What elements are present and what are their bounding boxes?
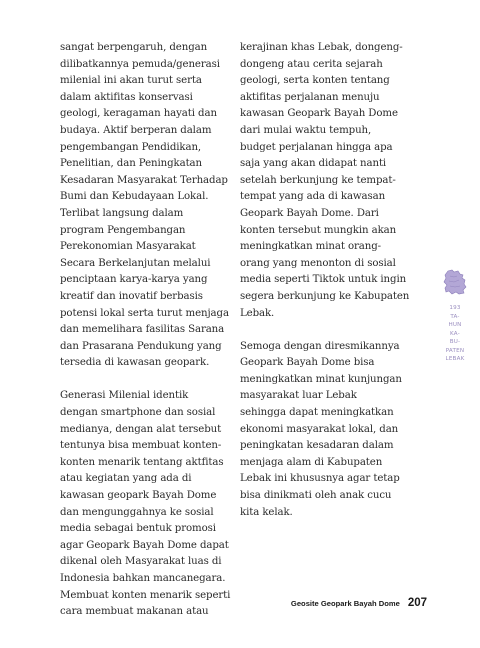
text-line: Lebak. (240, 307, 275, 319)
text-line: Perekonomian Masyarakat (60, 241, 196, 253)
text-line: penciptaan karya-karya yang (60, 274, 208, 286)
text-line: sehingga dapat meningkatkan (240, 407, 394, 419)
text-line: kerajinan khas Lebak, dongeng- (240, 42, 403, 53)
footer-title: Geosite Geopark Bayah Dome (290, 599, 400, 608)
text-line: Terlibat langsung dalam (60, 207, 184, 219)
text-line: KA- (450, 330, 460, 337)
paragraph (60, 388, 236, 620)
text-line: kawasan geopark Bayah Dome (60, 490, 217, 502)
text-line: atau kegiatan yang ada di (60, 473, 192, 485)
text-line: dongeng atau cerita sejarah (240, 58, 383, 70)
text-line: potensi lokal serta turut menjaga (60, 307, 229, 319)
text-line: konten tersebut mungkin akan (240, 224, 397, 236)
text-line: meningkatkan minat kunjungan (240, 373, 402, 385)
text-line: media seperti Tiktok untuk ingin (240, 274, 407, 286)
text-line: menjaga alam di Kabupaten (240, 456, 383, 468)
text-line: dilibatkannya pemuda/generasi (60, 58, 220, 70)
text-line: Geopark Bayah Dome bisa (240, 357, 375, 369)
text-line: PATEN (445, 347, 465, 354)
paragraph (240, 40, 416, 322)
side-tab (440, 268, 470, 364)
text-line: Indonesia bahkan mancanegara. (60, 573, 226, 584)
text-line: dikenal oleh Masyarakat luas di (60, 556, 222, 568)
text-line: HUN (448, 322, 462, 328)
text-line: aktifitas perjalanan menuju (240, 91, 380, 103)
text-line: orang yang menonton di sosial (240, 257, 396, 269)
text-line: Semoga dengan diresmikannya (240, 340, 400, 352)
text-line: segera berkunjung ke Kabupaten (240, 290, 410, 302)
text-line: kawasan Geopark Bayah Dome (240, 108, 398, 120)
text-line: budaya. Aktif berperan dalam (60, 124, 212, 136)
text-line: dan mengunggahnya ke sosial (60, 506, 214, 518)
text-line: dan memelihara fasilitas Sarana (60, 324, 225, 336)
text-line: program Pengembangan (60, 224, 186, 236)
text-line: agar Geopark Bayah Dome dapat (60, 539, 229, 551)
text-line: Secara Berkelanjutan melalui (60, 257, 211, 269)
text-line: BU- (449, 339, 461, 345)
text-line: tersedia di kawasan geopark. (60, 357, 210, 369)
text-line: kita kelak. (240, 506, 293, 518)
lebak-map-icon (442, 268, 468, 296)
text-line: setelah berkunjung ke tempat- (240, 174, 396, 186)
text-line: saja yang akan didapat nanti (240, 158, 387, 170)
page-footer (291, 597, 427, 609)
text-line: sangat berpengaruh, dengan (60, 42, 208, 53)
text-line: pengembangan Pendidikan, (60, 141, 202, 153)
text-line: ekonomi masyarakat lokal, dan (240, 423, 399, 435)
text-line: dalam aktifitas konservasi (60, 91, 193, 103)
left-column (60, 40, 236, 621)
text-line: bisa dinikmati oleh anak cucu (240, 490, 392, 502)
text-line: Generasi Milenial identik (60, 390, 189, 402)
text-line: geologi, keragaman hayati dan (60, 108, 217, 120)
text-line: geologi, serta konten tentang (240, 75, 390, 87)
text-line: LEBAK (445, 356, 465, 362)
text-line: tempat yang ada di kawasan (240, 191, 386, 203)
text-line: cara membuat makanan atau (60, 606, 209, 618)
text-line: budget perjalanan hingga apa (240, 141, 393, 153)
text-line: meningkatkan minat orang- (240, 241, 381, 253)
text-line: medianya, dengan alat tersebut (60, 423, 222, 435)
text-line: Geopark Bayah Dome. Dari (240, 207, 379, 219)
text-line: Membuat konten menarik seperti (60, 589, 231, 601)
text-line: peningkatan kesadaran dalam (240, 440, 394, 452)
side-tab-label (446, 304, 465, 364)
text-line: tentunya bisa membuat konten- (60, 440, 222, 452)
text-line: 193 (449, 305, 461, 311)
text-line: media sebagai bentuk promosi (60, 523, 216, 535)
text-line: masyarakat luar Lebak (240, 390, 357, 402)
text-line: Bumi dan Kebudayaan Lokal. (60, 191, 209, 203)
text-line: dari mulai waktu tempuh, (240, 124, 372, 136)
text-line: kreatif dan inovatif berbasis (60, 290, 203, 302)
page-number: 207 (407, 597, 427, 609)
text-line: TA- (450, 313, 460, 320)
paragraph (240, 339, 416, 522)
text-line: Kesadaran Masyarakat Terhadap (60, 174, 228, 186)
text-line: Penelitian, dan Peningkatan (60, 158, 202, 170)
text-line: milenial ini akan turut serta (60, 75, 202, 87)
text-line: dengan smartphone dan sosial (60, 407, 216, 419)
right-column (240, 40, 416, 521)
text-line: dan Prasarana Pendukung yang (60, 340, 222, 352)
text-line: konten menarik tentang aktfitas (60, 456, 224, 468)
text-line: Lebak ini khususnya agar tetap (240, 473, 400, 485)
paragraph (60, 40, 236, 372)
